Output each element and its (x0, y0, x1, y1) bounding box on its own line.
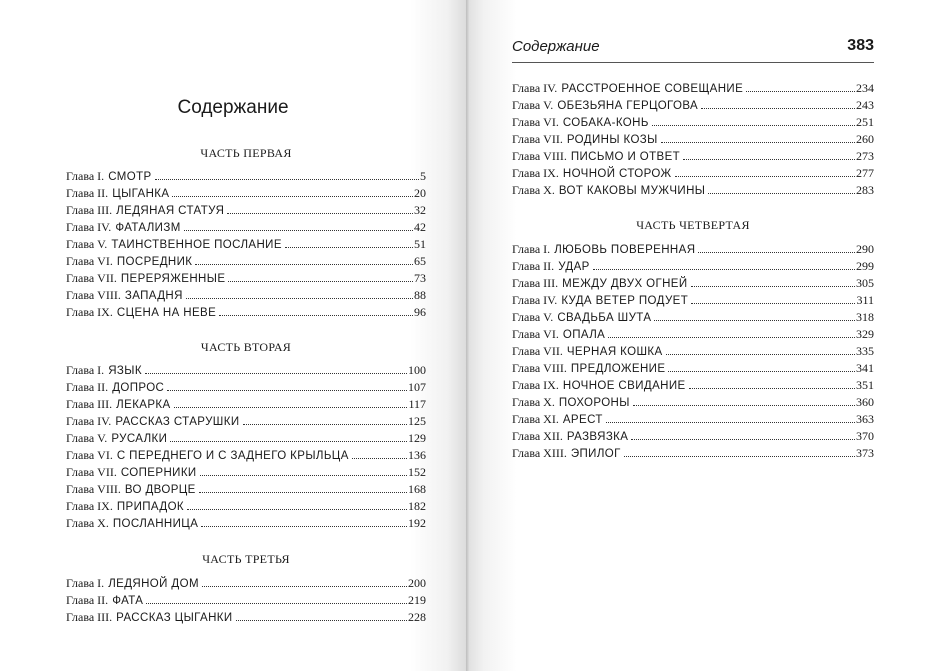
running-head-title: Содержание (512, 38, 600, 55)
chapter-title: ОПАЛА (562, 329, 606, 341)
chapter-title: РАССКАЗ СТАРУШКИ (115, 416, 240, 428)
chapter-title: ПОХОРОНЫ (558, 397, 630, 409)
chapter-page-number: 200 (408, 576, 426, 590)
toc-entry (512, 241, 874, 258)
chapter-page-number: 277 (856, 166, 874, 180)
dot-leader (170, 430, 407, 442)
chapter-number: Глава IX. (512, 166, 559, 180)
dot-leader (606, 411, 855, 423)
part-title: ЧАСТЬ ТРЕТЬЯ (202, 552, 290, 566)
dot-leader (352, 447, 407, 459)
part-title: ЧАСТЬ ЧЕТВЕРТАЯ (636, 218, 750, 232)
dot-leader (145, 362, 407, 374)
toc-entry (66, 575, 426, 592)
dot-leader (654, 309, 855, 321)
chapter-title: АРЕСТ (562, 414, 603, 426)
chapter-page-number: 129 (408, 431, 426, 445)
chapter-number: Глава VII. (66, 465, 117, 479)
chapter-number: Глава VI. (512, 327, 559, 341)
chapter-page-number: 228 (408, 610, 426, 624)
dot-leader (701, 97, 855, 109)
chapter-title: ПРИПАДОК (116, 501, 185, 513)
dot-leader (631, 428, 855, 440)
chapter-number: Глава VI. (66, 448, 113, 462)
toc-entry (512, 275, 874, 292)
chapter-title: СЦЕНА НА НЕВЕ (116, 307, 217, 319)
chapter-title: ПРЕДЛОЖЕНИЕ (570, 363, 666, 375)
chapter-page-number: 182 (408, 499, 426, 513)
chapter-page-number: 335 (856, 344, 874, 358)
chapter-number: Глава IV. (66, 220, 112, 234)
chapter-number: Глава VIII. (512, 361, 567, 375)
chapter-title: ПИСЬМО И ОТВЕТ (570, 151, 681, 163)
chapter-title: ВОТ КАКОВЫ МУЖЧИНЫ (558, 185, 706, 197)
chapter-number: Глава I. (66, 169, 105, 183)
chapter-page-number: 351 (856, 378, 874, 392)
toc-entry (66, 202, 426, 219)
chapter-title: ЛЮБОВЬ ПОВЕРЕННАЯ (554, 244, 696, 256)
chapter-page-number: 260 (856, 132, 874, 146)
chapter-title: ЯЗЫК (108, 365, 142, 377)
chapter-page-number: 318 (856, 310, 874, 324)
chapter-number: Глава VII. (512, 344, 563, 358)
chapter-page-number: 243 (856, 98, 874, 112)
toc-entry (66, 464, 426, 481)
chapter-number: Глава I. (66, 576, 105, 590)
toc-entry (512, 182, 874, 199)
toc-entry (66, 270, 426, 287)
chapter-title: УДАР (558, 261, 590, 273)
chapter-page-number: 373 (856, 446, 874, 460)
chapter-title: ЦЫГАНКА (112, 188, 170, 200)
dot-leader (683, 148, 855, 160)
chapter-number: Глава IV. (66, 414, 112, 428)
chapter-title: ЛЕДЯНОЙ ДОМ (108, 578, 199, 590)
toc-list (66, 362, 426, 532)
chapter-page-number: 219 (408, 593, 426, 607)
chapter-page-number: 88 (414, 288, 426, 302)
dot-leader (187, 498, 407, 510)
chapter-number: Глава V. (66, 431, 108, 445)
toc-entry (512, 411, 874, 428)
chapter-title: С ПЕРЕДНЕГО И С ЗАДНЕГО КРЫЛЬЦА (116, 450, 349, 462)
dot-leader (675, 165, 855, 177)
toc-list (66, 575, 426, 626)
chapter-page-number: 96 (414, 305, 426, 319)
chapter-page-number: 73 (414, 271, 426, 285)
chapter-number: Глава IX. (66, 305, 113, 319)
toc-entry (66, 447, 426, 464)
toc-entry (512, 114, 874, 131)
chapter-page-number: 5 (420, 169, 426, 183)
chapter-title: СМОТР (108, 171, 152, 183)
chapter-page-number: 234 (856, 81, 874, 95)
toc-entry (512, 309, 874, 326)
toc-entry (66, 185, 426, 202)
dot-leader (746, 80, 855, 92)
dot-leader (200, 464, 407, 476)
dot-leader (285, 236, 413, 248)
chapter-title: ФАТАЛИЗМ (115, 222, 181, 234)
chapter-title: МЕЖДУ ДВУХ ОГНЕЙ (562, 278, 688, 290)
chapter-number: Глава IV. (512, 293, 558, 307)
toc-entry (66, 168, 426, 185)
dot-leader (174, 396, 408, 408)
dot-leader (146, 592, 407, 604)
dot-leader (668, 360, 855, 372)
chapter-title: ЗАПАДНЯ (124, 290, 183, 302)
chapter-number: Глава X. (512, 183, 555, 197)
dot-leader (236, 609, 407, 621)
chapter-number: Глава VII. (512, 132, 563, 146)
chapter-page-number: 117 (408, 397, 426, 411)
chapter-title: ЛЕКАРКА (116, 399, 171, 411)
dot-leader (624, 445, 855, 457)
chapter-number: Глава II. (512, 259, 555, 273)
toc-entry (512, 97, 874, 114)
chapter-number: Глава III. (66, 610, 113, 624)
dot-leader (661, 131, 855, 143)
chapter-title: СВАДЬБА ШУТА (557, 312, 652, 324)
toc-entry (66, 253, 426, 270)
chapter-number: Глава XI. (512, 412, 559, 426)
toc-entry (66, 396, 426, 413)
chapter-title: ВО ДВОРЦЕ (124, 484, 196, 496)
chapter-page-number: 42 (414, 220, 426, 234)
chapter-number: Глава I. (512, 242, 551, 256)
chapter-title: ДОПРОС (112, 382, 165, 394)
toc-entry (66, 379, 426, 396)
chapter-page-number: 32 (414, 203, 426, 217)
chapter-page-number: 290 (856, 242, 874, 256)
dot-leader (243, 413, 408, 425)
chapter-number: Глава IV. (512, 81, 558, 95)
toc-entry (66, 287, 426, 304)
chapter-page-number: 125 (408, 414, 426, 428)
chapter-title: КУДА ВЕТЕР ПОДУЕТ (561, 295, 689, 307)
chapter-number: Глава XII. (512, 429, 563, 443)
chapter-number: Глава XIII. (512, 446, 567, 460)
toc-entry (512, 165, 874, 182)
chapter-number: Глава VI. (66, 254, 113, 268)
chapter-page-number: 283 (856, 183, 874, 197)
chapter-number: Глава V. (512, 310, 554, 324)
toc-entry (66, 413, 426, 430)
dot-leader (593, 258, 855, 270)
chapter-page-number: 273 (856, 149, 874, 163)
toc-entry (512, 80, 874, 97)
chapter-page-number: 305 (856, 276, 874, 290)
dot-leader (689, 377, 855, 389)
toc-entry (66, 498, 426, 515)
toc-entry (512, 445, 874, 462)
chapter-number: Глава III. (66, 397, 113, 411)
chapter-title: ОБЕЗЬЯНА ГЕРЦОГОВА (557, 100, 699, 112)
chapter-title: ПОСЛАННИЦА (112, 518, 199, 530)
chapter-page-number: 107 (408, 380, 426, 394)
chapter-page-number: 311 (856, 293, 874, 307)
toc-entry (66, 362, 426, 379)
chapter-page-number: 251 (856, 115, 874, 129)
chapter-number: Глава IX. (512, 378, 559, 392)
chapter-page-number: 65 (414, 254, 426, 268)
chapter-title: НОЧНОЕ СВИДАНИЕ (562, 380, 686, 392)
chapter-title: ПОСРЕДНИК (116, 256, 193, 268)
chapter-number: Глава II. (66, 593, 109, 607)
part-title: ЧАСТЬ ПЕРВАЯ (200, 146, 292, 160)
dot-leader (219, 304, 413, 316)
chapter-title: РАССКАЗ ЦЫГАНКИ (116, 612, 233, 624)
chapter-number: Глава IX. (66, 499, 113, 513)
chapter-title: СОБАКА-КОНЬ (562, 117, 649, 129)
chapter-title: РАЗВЯЗКА (566, 431, 629, 443)
chapter-number: Глава X. (66, 516, 109, 530)
chapter-title: ЧЕРНАЯ КОШКА (566, 346, 663, 358)
chapter-page-number: 363 (856, 412, 874, 426)
page-number: 383 (847, 37, 874, 54)
chapter-page-number: 100 (408, 363, 426, 377)
dot-leader (708, 182, 855, 194)
chapter-title: ЛЕДЯНАЯ СТАТУЯ (116, 205, 225, 217)
chapter-title: НОЧНОЙ СТОРОЖ (562, 168, 672, 180)
chapter-page-number: 341 (856, 361, 874, 375)
dot-leader (172, 185, 413, 197)
chapter-title: ФАТА (112, 595, 144, 607)
chapter-page-number: 168 (408, 482, 426, 496)
chapter-number: Глава I. (66, 363, 105, 377)
chapter-page-number: 370 (856, 429, 874, 443)
chapter-number: Глава V. (512, 98, 554, 112)
chapter-number: Глава II. (66, 186, 109, 200)
chapter-number: Глава VI. (512, 115, 559, 129)
chapter-number: Глава VIII. (66, 482, 121, 496)
toc-entry (66, 219, 426, 236)
chapter-number: Глава VIII. (66, 288, 121, 302)
part-title: ЧАСТЬ ВТОРАЯ (200, 340, 292, 354)
toc-list (512, 80, 874, 199)
chapter-title: РУСАЛКИ (111, 433, 168, 445)
dot-leader (186, 287, 413, 299)
toc-entry (66, 481, 426, 498)
chapter-page-number: 329 (856, 327, 874, 341)
chapter-number: Глава III. (512, 276, 559, 290)
chapter-page-number: 299 (856, 259, 874, 273)
chapter-page-number: 136 (408, 448, 426, 462)
chapter-number: Глава III. (66, 203, 113, 217)
chapter-number: Глава VIII. (512, 149, 567, 163)
toc-entry (512, 360, 874, 377)
dot-leader (201, 515, 407, 527)
dot-leader (227, 202, 413, 214)
toc-entry (66, 236, 426, 253)
chapter-number: Глава II. (66, 380, 109, 394)
dot-leader (195, 253, 413, 265)
dot-leader (698, 241, 855, 253)
chapter-number: Глава X. (512, 395, 555, 409)
toc-entry (66, 592, 426, 609)
dot-leader (691, 292, 855, 304)
toc-entry (66, 515, 426, 532)
toc-entry (512, 343, 874, 360)
toc-entry (512, 131, 874, 148)
chapter-page-number: 152 (408, 465, 426, 479)
dot-leader (167, 379, 407, 391)
chapter-title: ЭПИЛОГ (570, 448, 621, 460)
running-head (512, 38, 874, 58)
dot-leader (202, 575, 407, 587)
toc-entry (66, 430, 426, 447)
dot-leader (184, 219, 413, 231)
dot-leader (155, 168, 419, 180)
toc-title: Содержание (177, 97, 289, 118)
dot-leader (666, 343, 855, 355)
chapter-title: СОПЕРНИКИ (120, 467, 197, 479)
chapter-title: РОДИНЫ КОЗЫ (566, 134, 658, 146)
chapter-page-number: 51 (414, 237, 426, 251)
dot-leader (228, 270, 413, 282)
toc-entry (512, 326, 874, 343)
chapter-number: Глава V. (66, 237, 108, 251)
chapter-title: ТАИНСТВЕННОЕ ПОСЛАНИЕ (111, 239, 282, 251)
dot-leader (199, 481, 407, 493)
chapter-title: ПЕРЕРЯЖЕННЫЕ (120, 273, 226, 285)
chapter-number: Глава VII. (66, 271, 117, 285)
chapter-page-number: 360 (856, 395, 874, 409)
toc-entry (512, 394, 874, 411)
toc-entry (512, 258, 874, 275)
chapter-title: РАССТРОЕННОЕ СОВЕЩАНИЕ (561, 83, 744, 95)
chapter-page-number: 20 (414, 186, 426, 200)
toc-entry (512, 292, 874, 309)
chapter-page-number: 192 (408, 516, 426, 530)
dot-leader (652, 114, 855, 126)
running-head-rule (512, 62, 874, 63)
dot-leader (691, 275, 855, 287)
toc-entry (512, 377, 874, 394)
dot-leader (633, 394, 855, 406)
toc-entry (66, 609, 426, 626)
toc-entry (512, 148, 874, 165)
toc-list (66, 168, 426, 321)
toc-list (512, 241, 874, 462)
left-page (0, 0, 466, 671)
toc-entry (512, 428, 874, 445)
toc-entry (66, 304, 426, 321)
dot-leader (608, 326, 855, 338)
